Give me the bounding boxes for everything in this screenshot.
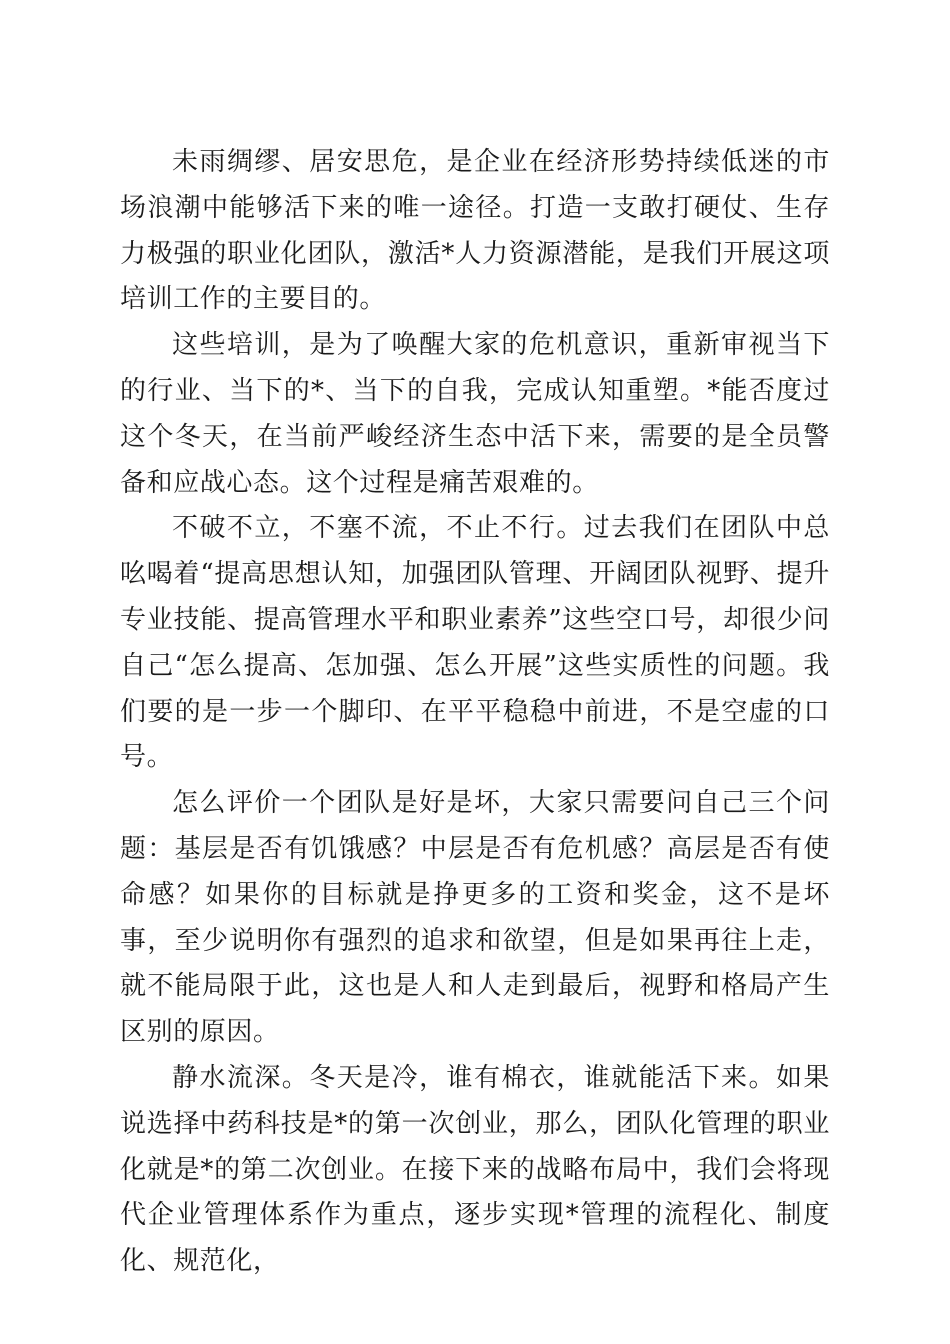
document-body: [120, 140, 830, 1285]
paragraph-4: 怎么评价一个团队是好是坏，大家只需要问自己三个问题：基层是否有饥饿感？中层是否有危机感？高层是否有使命感？如果你的目标就是挣更多的工资和奖金，这不是坏事，至少说明你有强烈的追求和欲望，但是如果再往上走，就不能局限于此，这也是人和人走到最后，视野和格局产生区别的原因。: [120, 788, 830, 1048]
paragraph-1: 未雨绸缪、居安思危，是企业在经济形势持续低迷的市场浪潮中能够活下来的唯一途径。打造一支敢打硬仗、生存力极强的职业化团队，激活*人力资源潜能，是我们开展这项培训工作的主要目的。: [120, 147, 830, 315]
paragraph-2: 这些培训，是为了唤醒大家的危机意识，重新审视当下的行业、当下的*、当下的自我，完成认知重塑。*能否度过这个冬天，在当前严峻经济生态中活下来，需要的是全员警备和应战心态。这个过程是痛苦艰难的。: [120, 330, 830, 498]
paragraph-3: 不破不立，不塞不流，不止不行。过去我们在团队中总吆喝着“提高思想认知，加强团队管理、开阔团队视野、提升专业技能、提高管理水平和职业素养”这些空口号，却很少问自己“怎么提高、怎加强、怎么开展”这些实质性的问题。我们要的是一步一个脚印、在平平稳稳中前进，不是空虚的口号。: [120, 513, 830, 773]
paragraph-5: 静水流深。冬天是冷，谁有棉衣，谁就能活下来。如果说选择中药科技是*的第一次创业，那么，团队化管理的职业化就是*的第二次创业。在接下来的战略布局中，我们会将现代企业管理体系作为重点，逐步实现*管理的流程化、制度化、规范化，: [120, 1062, 830, 1277]
